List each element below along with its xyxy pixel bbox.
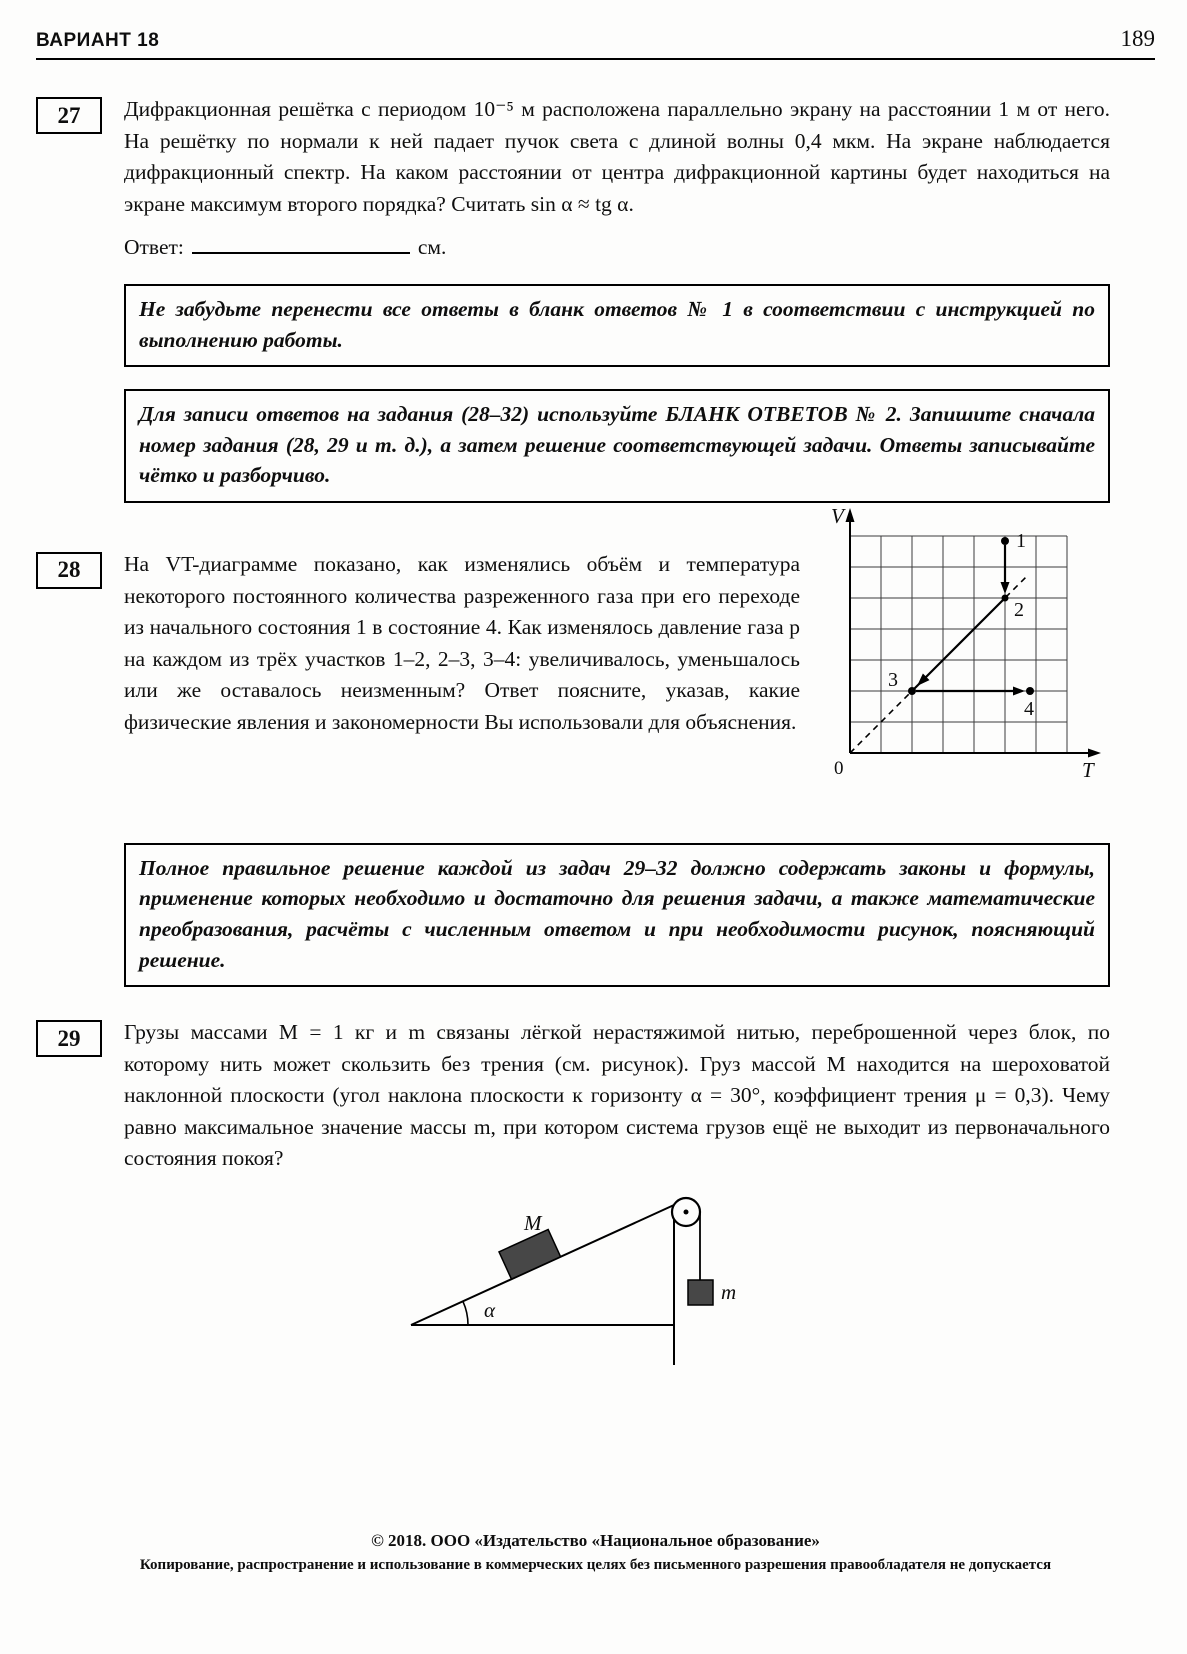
diagram-axes (850, 519, 1092, 753)
answer-label: Ответ: (124, 235, 184, 260)
block-m (688, 1280, 713, 1305)
page-header (36, 26, 1155, 58)
t-axis-arrow (1088, 748, 1101, 757)
vt-diagram (830, 503, 1115, 803)
note-transfer-answers: Не забудьте перенести все ответы в бланк ответов № 1 в соответствии с инструкцией по выполнению работы. (124, 284, 1110, 367)
state-point-1 (1001, 537, 1009, 545)
note-full-solution-requirements: Полное правильное решение каждой из задач 29–32 должно содержать законы и формулы, применение которых необходимо и достаточно для решения задачи, а также математические преобразования, расчёты с численным ответом и при необходимости рисунок, поясняющий решение. (124, 843, 1110, 987)
arrow-3-4 (1013, 686, 1025, 695)
state-label-4: 4 (1024, 697, 1034, 720)
answer-row (124, 234, 1110, 260)
problem-27-number-box: 27 (36, 97, 102, 134)
page-number: 189 (1120, 26, 1155, 51)
v-axis-label: V (831, 503, 844, 528)
copyright-notice: Копирование, распространение и использование в коммерческих целях без письменного разрешения правообладателя не допускается (139, 1557, 1052, 1573)
mass-m-label: m (720, 1279, 736, 1304)
arrow-1-2 (1001, 582, 1010, 594)
t-axis-label: T (1082, 757, 1094, 782)
variant-label: ВАРИАНТ 18 (36, 30, 160, 51)
page-footer (36, 1531, 1155, 1574)
header-rule (36, 58, 1155, 60)
incline-figure-svg (386, 1185, 806, 1380)
problem-27-body (124, 94, 1110, 260)
problem-28-text: На VT-диаграмме показано, как изменялись объём и температура некоторого постоянного количества разреженного газа при его переходе из начального состояния 1 в состояние 4. Как изменялось давление газа p на каждом из трёх участков 1–2, 2–3, 3–4: увеличивалось, уменьшалось или же оставалось неизменным? Ответ поясните, указав, какие физические явления и закономерности Вы использовали для объяснения. (124, 551, 800, 734)
state-label-3: 3 (888, 668, 898, 691)
problem-29-text: Грузы массами M = 1 кг и m связаны лёгкой нерастяжимой нитью, переброшенной через блок, по которому нить может скользить без трения (см. рисунок). Груз массой M находится на шероховатой наклонной плоскости (угол наклона плоскости к горизонту α = 30°, коэффициент трения μ = 0,3). Чему равно максимальное значение массы m, при котором система грузов ещё не выходит из первоначального состояния покоя? (124, 1020, 1110, 1171)
incline-figure (36, 1185, 1155, 1380)
answer-blank-field[interactable] (192, 234, 410, 254)
state-point-2 (1002, 594, 1009, 601)
problem-29-number-box: 29 (36, 1020, 102, 1057)
copyright-line: © 2018. ООО «Издательство «Национальное образование» (371, 1531, 820, 1550)
v-axis-arrow (846, 508, 855, 522)
problem-29 (36, 1017, 1155, 1175)
state-label-1: 1 (1016, 529, 1026, 552)
origin-label: 0 (834, 757, 844, 779)
problem-27-text: Дифракционная решётка с периодом 10⁻⁵ м расположена параллельно экрану на расстоянии 1 м от него. На решётку по нормали к ней падает пучок света с длиной волны 0,4 мкм. На экране наблюдается дифракционный спектр. На каком расстоянии от центра дифракционной картины будет находиться на экране максимум второго порядка? Считать sin α ≈ tg α. (124, 97, 1110, 216)
problem-27 (36, 94, 1155, 260)
problem-29-body (124, 1017, 1110, 1175)
state-label-2: 2 (1014, 598, 1024, 621)
problem-28 (36, 503, 1155, 803)
angle-alpha-label: α (483, 1297, 495, 1322)
incline-triangle (411, 1205, 674, 1365)
state-point-4 (1026, 687, 1034, 695)
vt-diagram-svg (830, 503, 1115, 803)
answer-unit: см. (417, 235, 447, 260)
note-answer-sheet2-instructions: Для записи ответов на задания (28–32) используйте БЛАНК ОТВЕТОВ № 2. Запишите сначала номер задания (28, 29 и т. д.), а затем решение соответствующей задачи. Ответы записывайте чётко и разборчиво. (124, 389, 1110, 503)
problem-28-body (124, 549, 800, 739)
angle-arc (462, 1301, 467, 1325)
mass-M-label: M (523, 1210, 541, 1235)
problem-28-number-box: 28 (36, 552, 102, 589)
pulley-axle (683, 1209, 688, 1214)
state-point-3 (908, 687, 916, 695)
